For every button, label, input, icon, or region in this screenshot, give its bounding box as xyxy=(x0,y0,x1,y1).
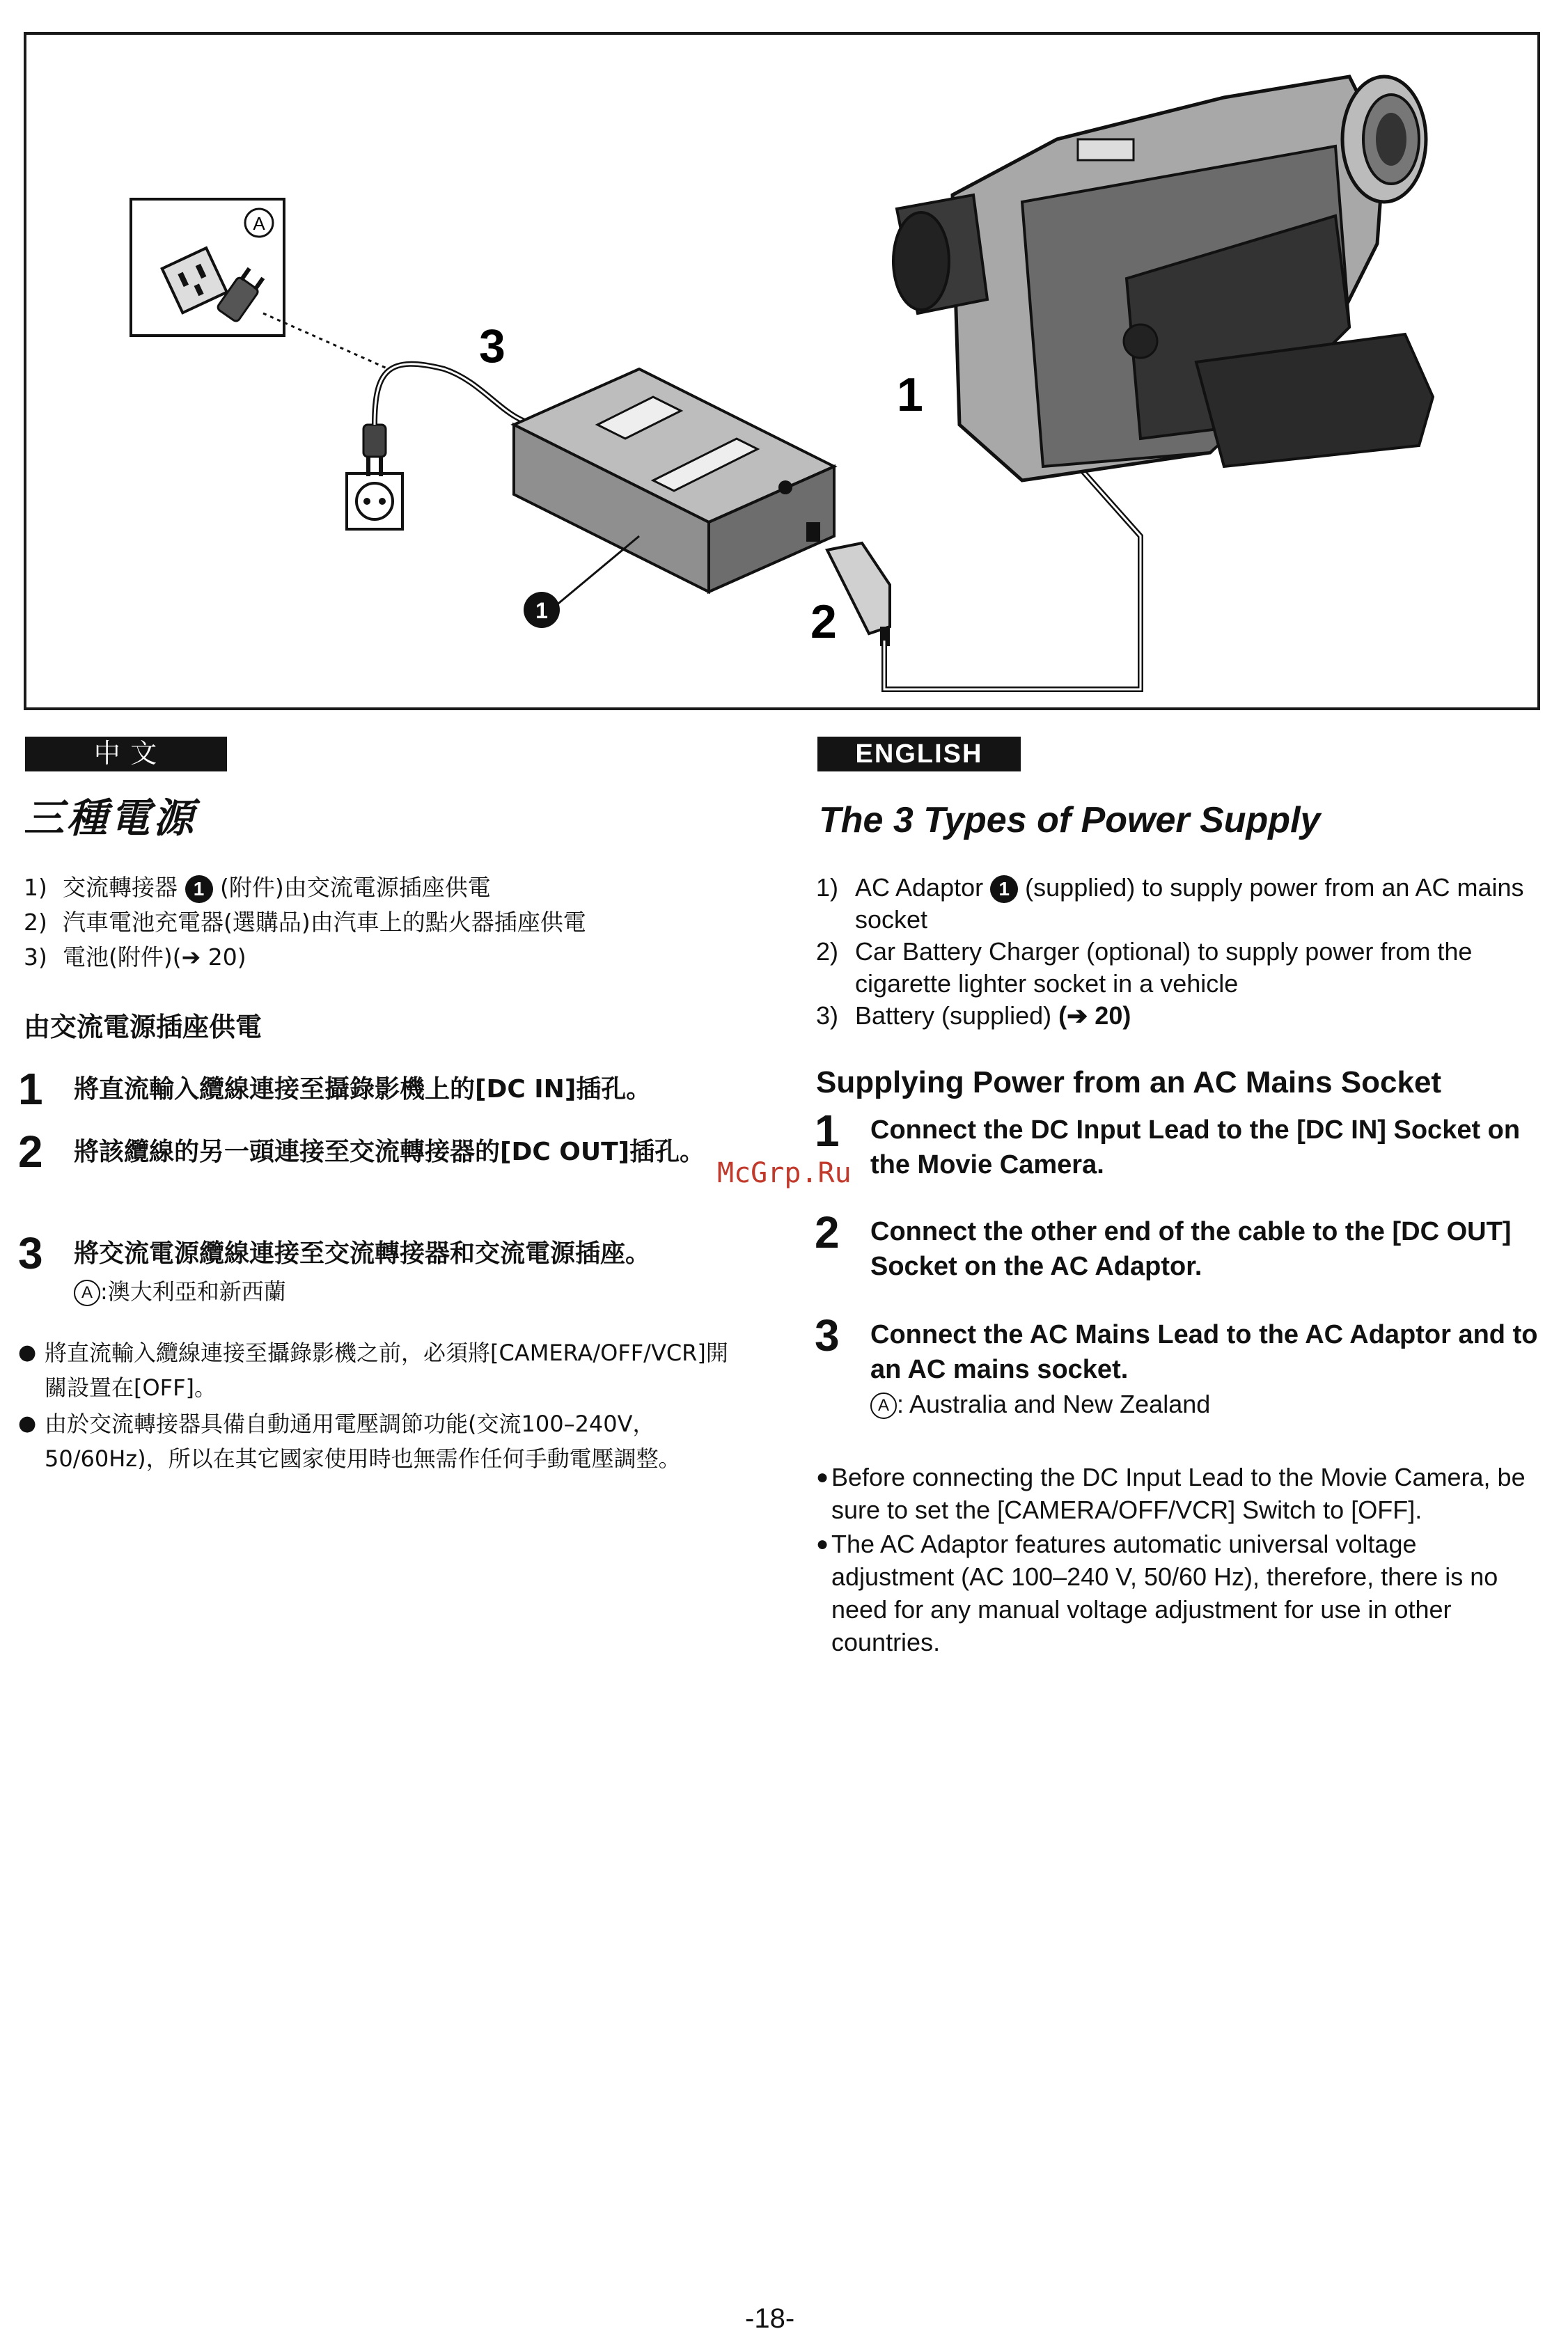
list-item: 2) Car Battery Charger (optional) to supply power from the cigarette lighter socket in a vehicle xyxy=(816,937,1473,998)
english-step-1: 1 Connect the DC Input Lead to the [DC IN] Socket on the Movie Camera. xyxy=(815,1106,1521,1179)
list-item: ● The AC Adaptor features automatic universal voltage adjustment (AC 100–240 V, 50/60 Hz), therefore, there is no need for any manual voltage adjustment for use in other countries. xyxy=(816,1528,1540,1658)
chinese-step-1: 1 將直流輸入纜線連接至攝錄影機上的[DC IN]插孔。 xyxy=(18,1064,652,1114)
chinese-step-2: 2 將該纜線的另一頭連接至交流轉接器的[DC OUT]插孔。 xyxy=(18,1127,705,1177)
english-region-note: A : Australia and New Zealand xyxy=(870,1390,1210,1418)
callout-3: 3 xyxy=(479,320,505,372)
english-step-2: 2 Connect the other end of the cable to the [DC OUT] Socket on the AC Adaptor. xyxy=(815,1207,1512,1281)
region-a-inset xyxy=(131,199,284,336)
page-number: -18- xyxy=(745,2303,795,2334)
region-a-marker: A xyxy=(74,1280,100,1306)
illustration-figure xyxy=(24,32,1540,710)
list-item: ● Before connecting the DC Input Lead to the Movie Camera, be sure to set the [CAMERA/OFF/VCR] Switch to [OFF]. xyxy=(816,1461,1540,1526)
chinese-title: 三種電源 xyxy=(24,794,197,842)
bullet-icon: ● xyxy=(816,1466,829,1489)
chinese-section-tag: 中 文 xyxy=(25,737,227,771)
power-connection-diagram xyxy=(26,35,1537,707)
region-a-marker: A xyxy=(870,1393,897,1419)
english-section-tag: ENGLISH xyxy=(817,737,1021,771)
bullet-icon: ● xyxy=(18,1411,37,1436)
list-item: ● 將直流輸入纜線連接至攝錄影機之前，必須將[CAMERA/OFF/VCR]開關設置在[OFF]。 xyxy=(18,1335,742,1405)
chinese-notes xyxy=(18,1335,742,1477)
callout-2: 2 xyxy=(810,595,837,648)
adaptor-number-badge: 1 xyxy=(990,875,1018,903)
bullet-icon: ● xyxy=(816,1532,829,1555)
wall-outlet-icon xyxy=(347,473,402,529)
english-step-3: 3 Connect the AC Mains Lead to the AC Adaptor and to an AC mains socket. A : Australia and New Zealand xyxy=(815,1310,1538,1418)
callout-1: 1 xyxy=(897,368,923,421)
chinese-power-list xyxy=(24,870,727,975)
page-reference: (➔ 20) xyxy=(1058,1001,1131,1030)
english-title: The 3 Types of Power Supply xyxy=(819,800,1321,840)
bullet-icon: ● xyxy=(18,1340,37,1365)
chinese-region-note: A :澳大利亞和新西蘭 xyxy=(74,1278,286,1305)
english-notes xyxy=(816,1461,1540,1660)
list-item: ● 由於交流轉接器具備自動通用電壓調節功能(交流100–240V，50/60Hz)，所以在其它國家使用時也無需作任何手動電壓調整。 xyxy=(18,1406,742,1476)
ac-adaptor xyxy=(514,369,834,592)
list-item: 3) 電池(附件)(➔ 20) xyxy=(24,943,246,971)
list-item: 1) AC Adaptor 1 (supplied) to supply power from an AC mains socket xyxy=(816,873,1524,934)
watermark: McGrp.Ru xyxy=(717,1157,852,1189)
list-item: 3) Battery (supplied) (➔ 20) xyxy=(816,1001,1131,1030)
ac-mains-lead xyxy=(375,364,542,425)
ac-plug-icon xyxy=(363,425,386,476)
chinese-step-3: 3 將交流電源纜線連接至交流轉接器和交流電源插座。 A :澳大利亞和新西蘭 xyxy=(18,1228,651,1305)
english-power-list xyxy=(816,872,1540,1032)
chinese-subheading: 由交流電源插座供電 xyxy=(24,1012,262,1042)
adaptor-number-badge: 1 xyxy=(185,875,213,903)
adaptor-callout-label: 1 xyxy=(535,598,548,623)
list-item: 1) 交流轉接器 1 (附件)由交流電源插座供電 xyxy=(24,870,727,905)
english-subheading: Supplying Power from an AC Mains Socket xyxy=(816,1065,1442,1099)
list-item: 2) 汽車電池充電器(選購品)由汽車上的點火器插座供電 xyxy=(24,909,586,936)
inset-region-marker: A xyxy=(253,213,265,234)
movie-camera xyxy=(893,77,1433,480)
